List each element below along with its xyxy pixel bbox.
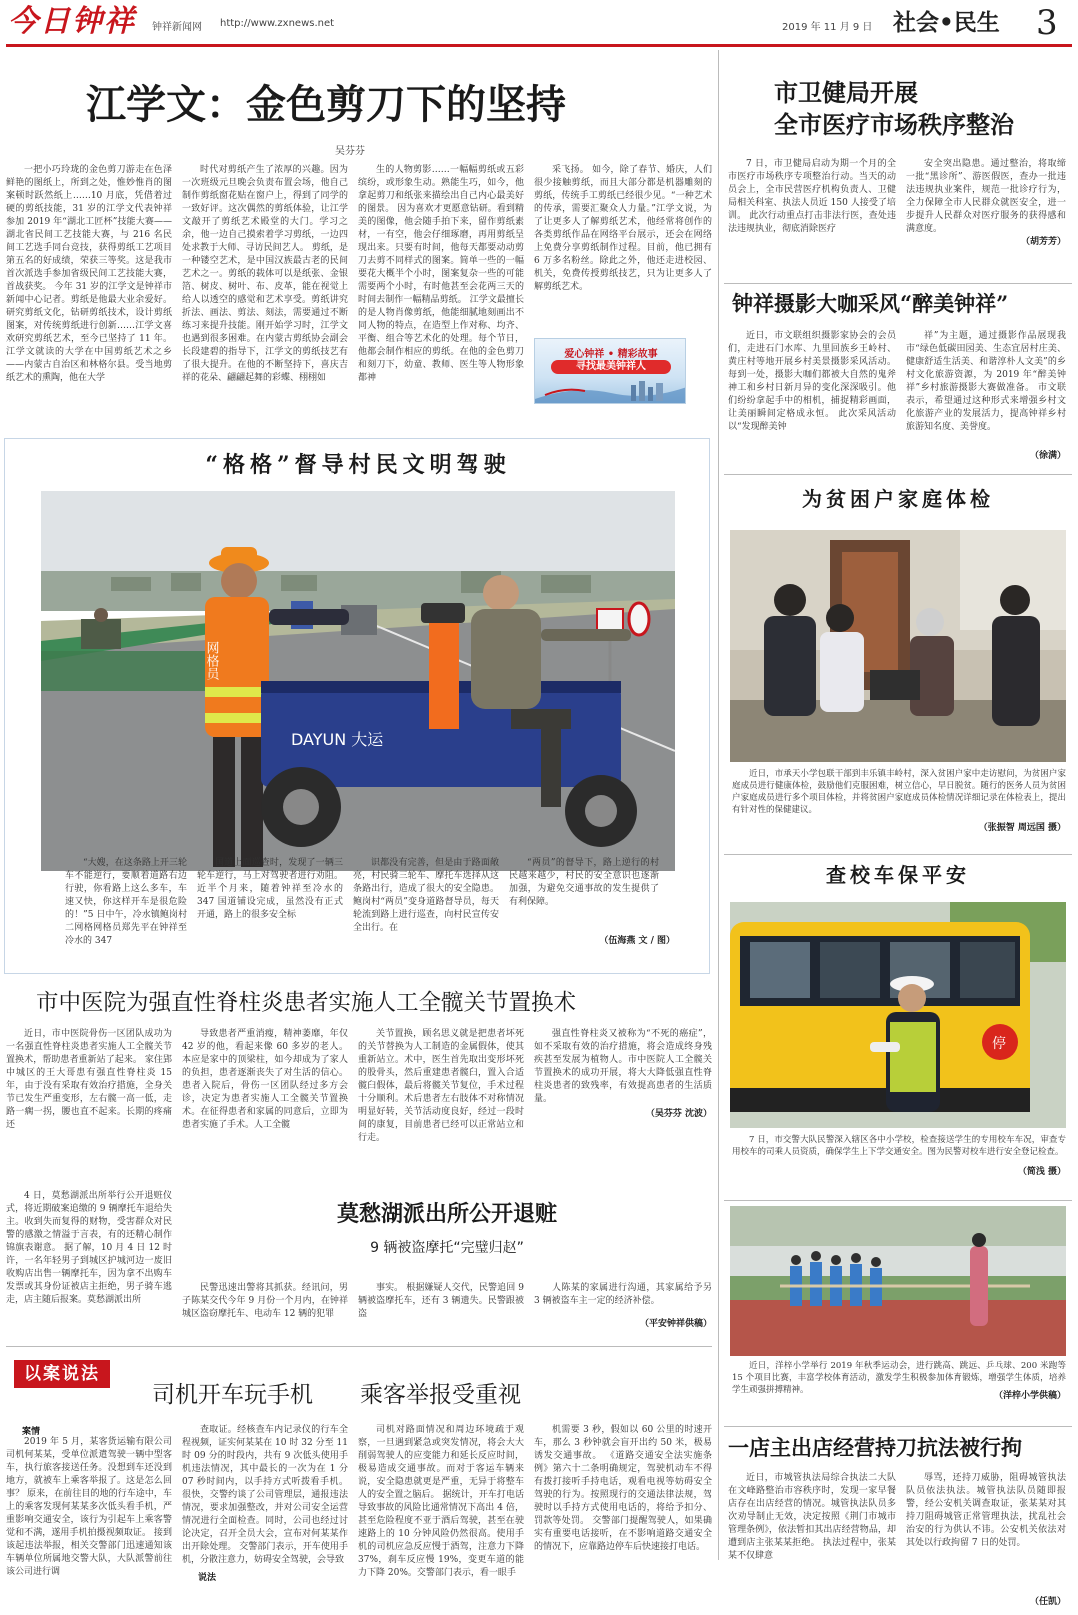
road-scene-illustration	[41, 491, 675, 871]
article-byline: （徐满）	[1029, 451, 1066, 461]
article-col-1: 一把小巧玲珑的金色剪刀游走在色泽鲜艳的图纸上，所到之处，惟妙惟肖的图案顿时跃然纸上……10 月底，凭借着过硬的剪纸技能，31 岁的江学文代表钟祥参加 2019 年“湖北工匠杯”技能大赛——湖北省民间工艺技能大赛，与 216 名民间工艺选手同台竞技，获得剪纸工艺项目第五名的好成绩，荣获三等奖。这是我市首次派选手参加省级民间工艺技能大赛，首战获奖。 今年 31 岁的江学文是钟祥市新闻中心记者。剪纸是他最大业余爱好。研究剪纸文化，钻研剪纸技术，设计剪纸图案，对传统剪纸进行创新……江学文喜欢研究剪纸艺术，至今已坚持了 11 年。 江学文就读的大学在中国剪纸艺术之乡——内蒙古自治区和林格尔县。受当地剪纸艺术的熏陶，他在大学	[6, 165, 172, 383]
stop-sign-text: 停	[992, 1036, 1006, 1052]
article-author: 吴芬芬	[335, 146, 365, 157]
article-col-1: “大嫂，在这条路上开三轮车不能逆行，要顺着道路右边行驶，你看路上这么多车，车速又快，你这样开车是很危险的！”5 日中午，冷水镇鲍岗村二网格网格员郑先平在钟祥至冷水的 347	[65, 858, 187, 946]
article-col-2: 辱骂，还持刀威胁，阻碍城管执法队员依法执法。城管执法队员随即报警，经公安机关调查取证，张某某对其持刀阻碍城管正常管理执法，扰乱社会治安的行为供认不讳。公安机关依法对其处以行政拘留 7 日的处罚。	[906, 1473, 1066, 1548]
divider	[724, 474, 1072, 475]
photo-caption: 7 日，市交警大队民警深入辖区各中小学校，检查接送学生的专用校车车况，审查专用校车的司乘人员资质，确保学生上下学交通安全。图为民警对校车进行安全登记检查。	[732, 1135, 1066, 1157]
divider	[718, 50, 719, 1560]
article-subtitle: 9 辆被盗摩托“完璧归赵”	[370, 1240, 524, 1256]
article-col-3: 生的人物剪影……一幅幅剪纸或五彩缤纷，或形象生动。熟能生巧，如今，他拿起剪刀和纸张来描绘出自己内心最美好的图景。 因为喜欢才更愿意钻研。看到精美的图像，他会随手拍下来，留作剪纸素材，一有空，他会仔细琢磨，再用剪纸呈现出来。只要有时间，他每天都要动动剪刀去剪不同样式的图案。简单一些的一幅要花大概半个小时，图案复杂一些的可能需要两个小时，有时他甚至会花两三天的时间去制作一幅精品剪纸。 江学文最擅长的是人物肖像剪纸，他能细腻地刻画出不同人物的特点，在造型上作对称、均齐、平衡、组合等艺术化的处理。每个节日，他都会制作相应的剪纸。在他的金色剪刀和刻刀下，幼童、教师、医生等人物形象都神	[358, 165, 524, 383]
photo-road-inspection	[41, 491, 675, 871]
article-byline: （平安钟祥供稿）	[639, 1319, 712, 1329]
masthead	[0, 0, 1078, 48]
article-title: 一店主出店经营持刀抗法被行拘	[728, 1435, 1022, 1460]
article-col-1: 近日，市文联组织摄影家协会的会员们，走进石门水库、九里回族乡王岭村、黄庄村等地开展乡村美景摄影采风活动。 每到一处，摄影大咖们都被大自然的鬼斧神工和乡村日新月异的变化深深吸引。他们纷纷拿起手中的相机，捕捉精彩画面，让美丽瞬间定格成永恒。 此次采风活动以“发现醉美钟	[728, 331, 896, 432]
article-knife-resistance	[724, 1428, 1072, 1615]
article-stolen-motorcycles	[0, 1186, 718, 1342]
article-hip-replacement	[0, 982, 718, 1182]
article-col-3: 识都没有完善，但是由于路面敞亮，村民骑三轮车、摩托车选择从这条路出行，造成了很大的安全隐患。鲍岗村“两员”变身道路督导员，每天轮流到路上进行巡查，向村民宣传安全出行。在	[353, 858, 499, 933]
article-phone-driving	[0, 1350, 718, 1615]
article-col-3: 事实。 根据嫌疑人交代，民警追回 9 辆被盗摩托车，还有 3 辆遗失。民警跟被盗	[358, 1283, 524, 1319]
truck-logo: DAYUN 大运	[291, 730, 384, 749]
masthead-logo: 今日钟祥	[8, 4, 136, 39]
article-title: 查校车保平安	[826, 863, 970, 887]
heart-hands-icon	[535, 377, 686, 404]
masthead-rule	[6, 44, 1072, 47]
masthead-date: 2019 年 11 月 9 日	[782, 22, 873, 33]
article-col-4: “两员”的督导下，路上逆行的村民越来越少，村民的安全意识也逐渐加强，为避免交通事故的发生提供了有利保障。	[509, 858, 659, 907]
vest-label: 网格员	[203, 641, 219, 680]
article-col-3: 司机对路面情况和周边环境疏于观察，一旦遇到紧急或突发情况，将会大大削弱驾驶人的应变能力和延长反应时间，极易造成交通事故。而对于客运车辆来说，安全隐患就更是严重，无异于将整车人的安全置之脑后。 据统计，开车打电话导致事故的风险比通常情况下高出 4 倍，甚至危险程度不亚于酒后驾驶，甚至在驶速路上的 10 分钟风险仍然很高。使用手机的司机应急反应慢于酒驾，注意力下降 37%，刹车反应慢 19%，变更车道的能力下降 20%。交警部门表示，看一眼手	[358, 1425, 524, 1578]
article-col-2: 祥”为主题，通过摄影作品展现我市“绿色低碳田园美、生态宜居村庄美、健康舒适生活美、和谐淳朴人文美”的乡村文化旅游资源，为 2019 年“醉美钟祥”乡村旅游摄影大赛做准备。 市文联表示，希望通过这种形式来增强乡村文化旅游产业的发展活力，提高钟祥乡村旅游知名度、美誉度。	[906, 331, 1066, 432]
article-col-1: 近日，市中医院骨伤一区团队成功为一名强直性脊柱炎患者实施人工全髋关节置换术，帮助患者重新站了起来。 家住郢中城区的王大哥患有强直性脊柱炎 15 年，由于没有采取有效治疗措施，全身关节已发生严重变形，左右髋一高一低，走路一瘸一拐，腰也直不起来。长期的疼痛还	[6, 1029, 172, 1130]
masthead-section: 社会•民生	[893, 9, 1000, 36]
article-byline: （简浅 摄）	[1017, 1167, 1066, 1177]
article-title: 江学文：金色剪刀下的坚持	[86, 82, 566, 128]
article-title: 市中医院为强直性脊柱炎患者实施人工全髋关节置换术	[36, 990, 577, 1016]
divider	[724, 1426, 1072, 1427]
article-byline: （任凯）	[1029, 1597, 1066, 1607]
divider	[724, 854, 1072, 855]
column-tag: 以案说法	[14, 1360, 110, 1388]
banner-line-2: 寻找最美钟祥人	[551, 360, 671, 374]
article-title: 市卫健局开展	[774, 78, 918, 107]
article-col-2: 查取证。经核查车内记录仪的行车全程视频，证实何某某在 10 时 32 分至 11 时 09 分的时段内，共有 9 次低头使用手机违法情况，其中最长的一次为在 1 分 07 秒时间内，以手持方式听拨看手机。 很快，交警约谈了公司管理层，通报违法情况，要求加强整改，并对公司安全运营情况进行全面检查。同时，公司也经过讨论决定，召开全员大会，宣布对何某某作出开除处理。 交警部门表示，开车使用手机，分散注意力，妨碍安全驾驶，会导致	[182, 1425, 348, 1565]
photo-school-bus	[730, 902, 1066, 1128]
article-col-2: 安全突出隐患。通过整治，将取缔一批“黑诊所”、游医假医，查办一批违法违规执业案件，规范一批诊疗行为，全力保障全市人民群众就医安全，进一步提升人民群众对医疗服务的获得感和满意度。	[906, 159, 1066, 234]
article-col-2: 民警迅速出警将其抓获。经讯问，男子陈某交代今年 9 月份一个月内，在钟祥城区盗窃摩托车、电动车 12 辆的犯罪	[182, 1283, 348, 1319]
article-col-4: 采飞扬。 如今，除了春节、婚庆，人们很少接触剪纸，而且大部分都是机器雕刻的剪纸，传统手工剪纸已经很少见。“一种艺术的传承，需要汇聚众人力量。”江学文说，为了让更多人了解剪纸艺术，他经常将创作的各类剪纸作品在网络平台展示，还会在网络上免费分享剪纸制作过程。目前，他已拥有 6 万多名粉丝。除此之外，他还走进校园、机关，免费传授剪纸技艺，只为让更多人了解剪纸艺术。	[534, 165, 712, 292]
article-col-2: 导致患者严重消瘦，精神萎靡，年仅 42 岁的他，看起来像 60 多岁的老人。本应是家中的顶梁柱，如今却成为了家人的负担，患者逐渐丧失了对生活的信心。 患者入院后，骨伤一区团队经过多方会诊，决定为患者实施人工全髋关节置换术。在征得患者和家属的同意后，立即为患者实施了手术。人工全髋	[182, 1029, 348, 1130]
article-title-2: 全市医疗市场秩序整治	[774, 110, 1014, 139]
article-col-1: 4 日，莫愁湖派出所举行公开退赃仪式，将近期破案追缴的 9 辆摩托车退给失主。收到失而复得的财物，受害群众对民警的感激之情溢于言表，有的还精心制作锦旗表谢意。 据了解，10 月 4 日 12 时许，一名年轻男子到城区护城河边一废旧收购店出售一辆摩托车，因为拿不出购车发票或其身份证被店主拒绝，男子骑车逃走，店主随后报案。莫愁湖派出所	[6, 1191, 172, 1305]
banner-line-1: 爱心钟祥 • 精彩故事	[564, 349, 658, 360]
article-col-2: 时代对剪纸产生了浓厚的兴趣。因为一次班级元旦晚会负责布置会场，他自己制作剪纸窗花贴在窗户上，得到了同学的一致好评。这次偶然的剪纸体验，让江学文敲开了剪纸艺术殿堂的大门。学习之余，他一边自己摸索着学习剪纸，一边四处求教于大师、寻访民间艺人。 剪纸，是一种镂空艺术，是中国汉族最古老的民间艺术之一。剪纸的载体可以是纸张、金银箔、树皮、树叶、布、皮革，能在视觉上给人以透空的感觉和艺术享受。剪纸讲究折法、画法、剪法、刻法，需要通过不断练习来提升技能。刚开始学习时，江学文也遇到很多困难。在内蒙古剪纸协会副会长段建碧的指导下，江学文的剪纸技艺有了很大提升。在他的不断坚持下，喜庆吉祥的花朵、翩翩起舞的彩蝶、栩栩如	[182, 165, 348, 383]
photo-caption: 近日，市承天小学包联干部到丰乐镇丰岭村，深入贫困户家中走访慰问，为贫困户家庭成员进行健康体检，鼓励他们克服困难，树立信心，早日脱贫。随行的医务人员为贫困户家庭成员进行多个项目体检，并将贫困户家庭成员体检情况详细记录在体检表上，提出有针对性的保健建议。	[732, 769, 1066, 815]
article-byline: （洋梓小学供稿）	[993, 1391, 1066, 1401]
charity-banner	[534, 338, 686, 404]
article-byline: （张振智 周远国 摄）	[978, 823, 1066, 833]
article-grid-inspector	[4, 438, 710, 974]
tug-of-war-illustration	[730, 1206, 1066, 1356]
article-byline: （胡芳芳）	[1020, 237, 1066, 247]
article-title: 莫愁湖派出所公开退赃	[336, 1201, 557, 1227]
article-col-1: 近日，市城管执法局综合执法二大队在文峰路整治市容秩序时，发现一家早餐店存在出店经营的情况。城管执法队员多次劝导制止无效，决定按照《荆门市城市管理条例》，依法暂扣其出店经营物品，却遭到店主张某某拒绝。 执法过程中，张某某不仅肆意	[728, 1473, 896, 1561]
article-title: 为贫困户家庭体检	[802, 487, 994, 511]
article-paper-cutting	[0, 50, 740, 430]
article-medical-order	[724, 50, 1072, 270]
school-bus-illustration	[730, 902, 1066, 1128]
masthead-url[interactable]: http://www.zxnews.net	[220, 18, 335, 29]
masthead-page-number: 3	[1036, 3, 1058, 43]
article-sports-day	[724, 1204, 1072, 1424]
article-title-1: 司机开车玩手机	[152, 1382, 313, 1408]
article-title: 钟祥摄影大咖采风“醉美钟祥”	[732, 291, 1009, 316]
article-col-1: 2019 年 5 月，某客货运输有限公司司机何某某，受单位派遣驾驶一辆中型客车，执行旅客接送任务。没想到车还没到地方，就被车上乘客举报了。这是怎么回事？ 原来，在前往目的地的行车途中，车上的乘客发现何某某多次低头看手机，严重影响交通安全，该行为引起车上乘客警觉和不满，遂用手机拍摄视频取证。 接到该起违法举报，相关交警部门迅速通知该车辆单位所属地交警大队，大队派警前往该公司进行调	[6, 1437, 172, 1577]
article-col-4: 机需要 3 秒，假如以 60 公里的时速开车，那么 3 秒钟就会盲开出约 50 米，极易诱发交通事故。 《道路交通安全法实施条例》第六十二条明确规定，驾驶机动车不得有拨打接听手持电话，观看电视等妨碍安全驾驶的行为。按照现行的交通法律法规，驾驶时以手持方式使用电话的，将给予扣分、罚款等处罚。 交警部门提醒驾驶人，如果确实有重要电话接听，在不影响道路交通安全的情况下，应靠路边停车后快速接打电话。	[534, 1425, 712, 1552]
article-school-bus	[724, 856, 1072, 1196]
article-byline: （伍海燕 文 / 图）	[599, 936, 675, 946]
divider	[6, 1346, 712, 1347]
home-visit-illustration	[730, 530, 1066, 762]
article-col-4: 强直性脊柱炎又被称为“不死的癌症”，如不采取有效的治疗措施，将会造成终身残疾甚至发展为植物人。市中医院人工全髋关节置换术的成功开展，将大大降低强直性脊柱炎患者的致残率，有效提高患者的生活质量。	[534, 1029, 712, 1104]
label-case: 案情	[22, 1427, 41, 1437]
label-law: 说法	[198, 1570, 222, 1583]
article-col-4: 人陈某的家属进行沟通，其家属给予另 3 辆被盗车主一定的经济补偿。	[534, 1283, 712, 1306]
photo-home-visit	[730, 530, 1066, 762]
photo-tug-of-war	[730, 1206, 1066, 1356]
article-col-2: 国道上面巡查时，发现了一辆三轮车逆行，马上对驾驶者进行劝阻。 近半个月来，随着钟祥至冷水的 347 国道铺设完成，虽然没有正式开通，路上的很多安全标	[197, 858, 343, 920]
divider	[724, 1200, 1072, 1201]
article-byline: （吴芬芬 沈波）	[645, 1109, 712, 1119]
masthead-site: 钟祥新闻网	[152, 22, 202, 33]
article-col-1: 7 日，市卫健局启动为期一个月的全市医疗市场秩序专项整治行动。当天的动员会上，全市民营医疗机构负责人、卫健局相关科室、执法人员近 150 人接受了培训。 此次行动重点打击非法行医，查处违法违规执业，彻底消除医疗	[728, 159, 896, 234]
article-title-2: 乘客举报受重视	[360, 1382, 521, 1408]
article-photography	[724, 284, 1072, 474]
article-col-3: 关节置换，顾名思义就是把患者坏死的关节替换为人工制造的金属假体，使其重新站立。术中，医生首先取出变形坏死的股骨头，然后重建患者髋臼，置入合适髋臼假体，最后将髋关节复位，手术过程十分顺利。术后患者左右肢体不对称情况明显好转，关节活动度良好，经过一段时间的康复，目前患者已经可以正常站立和行走。	[358, 1029, 524, 1143]
article-health-check	[724, 478, 1072, 848]
article-title: “格格”督导村民文明驾驶	[205, 452, 511, 478]
photo-caption: 近日，洋梓小学举行 2019 年秋季运动会，进行跳高、跳远、乒乓球、200 米跑等 15 个项目比赛，丰富学校体育活动，激发学生积极参加体育锻炼，增强学生体质，培养学生顽强拼搏精神。	[732, 1361, 1066, 1395]
